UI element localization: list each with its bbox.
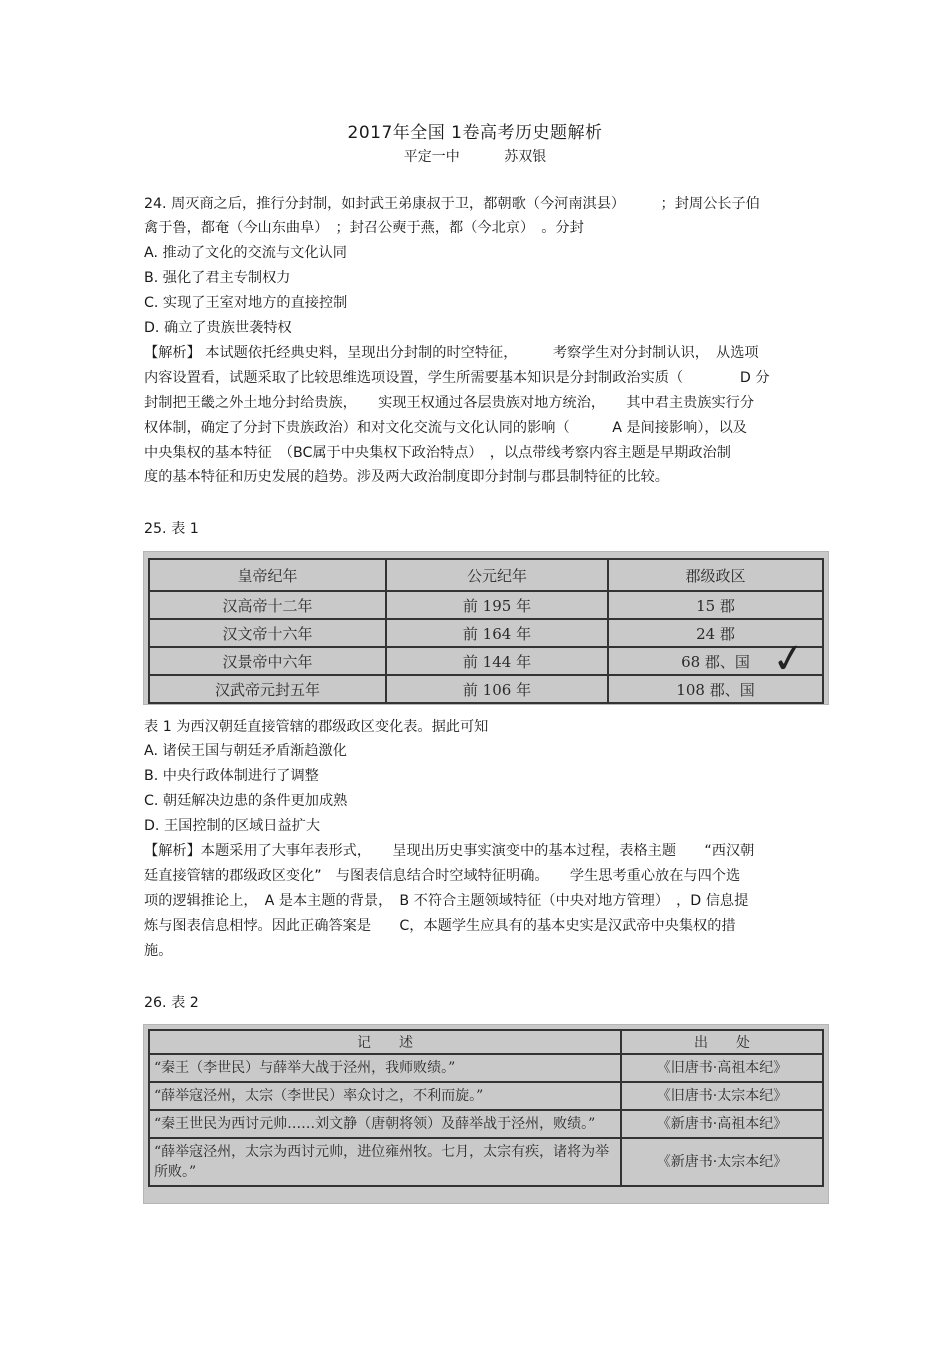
table-cell: 《新唐书·太宗本纪》 <box>621 1138 823 1186</box>
table-cell: 前 195 年 <box>386 591 608 619</box>
q24-option-d: D. 确立了贵族世袭特权 <box>144 320 292 336</box>
table-cell: “秦王世民为西讨元帅……刘文静（唐朝将领）及薛举战于泾州，败绩。” <box>149 1110 621 1138</box>
table-cell: “薛举寇泾州，太宗为西讨元帅，进位雍州牧。七月，太宗有疾，诸将为举所败。” <box>149 1138 621 1186</box>
handwritten-check-mark: ✓ <box>769 633 810 685</box>
table-cell: 108 郡、国 <box>608 675 823 703</box>
table-1-header: 公元纪年 <box>386 559 608 591</box>
q24-analysis-line: 中央集权的基本特征 （BC属于中央集权下政治特点） ，以点带线考察内容主题是早期政治制 <box>144 445 731 461</box>
q26-label: 26. 表 2 <box>144 995 199 1011</box>
table-cell: 汉高帝十二年 <box>149 591 386 619</box>
q24-analysis-line: 【解析】 本试题依托经典史料，呈现出分封制的时空特征， 考察学生对分封制认识， 从选项 <box>144 345 759 361</box>
table-1-header: 郡级政区 <box>608 559 823 591</box>
q24-line: 24. 周灭商之后，推行分封制，如封武王弟康叔于卫，都朝歌（今河南淇县） ；封周公长子伯 <box>144 196 760 212</box>
table-cell: “秦王（李世民）与薛举大战于泾州，我师败绩。” <box>149 1054 621 1082</box>
q25-stem: 表 1 为西汉朝廷直接管辖的郡级政区变化表。据此可知 <box>144 719 489 735</box>
table-cell: 汉武帝元封五年 <box>149 675 386 703</box>
q24-analysis-line: 度的基本特征和历史发展的趋势。涉及两大政治制度即分封制与郡县制特征的比较。 <box>144 469 669 485</box>
table-row <box>149 1138 823 1186</box>
q25-analysis-line: 施。 <box>144 943 173 959</box>
table-cell: 《新唐书·高祖本纪》 <box>621 1110 823 1138</box>
table-row <box>149 1110 823 1138</box>
table-row <box>149 1054 823 1082</box>
q25-analysis-line: 【解析】本题采用了大事年表形式， 呈现出历史事实演变中的基本过程，表格主题 “西汉朝 <box>144 843 755 859</box>
table-cell: 24 郡 <box>608 619 823 647</box>
table-1-scan <box>143 551 829 705</box>
table-cell: “薛举寇泾州，太宗（李世民）率众讨之，不利而旋。” <box>149 1082 621 1110</box>
q24-line: 禽于鲁，都奄（今山东曲阜） ；封召公奭于燕，都（今北京） 。分封 <box>144 220 584 236</box>
table-2 <box>148 1029 824 1187</box>
table-row <box>149 619 823 647</box>
table-cell: 15 郡 <box>608 591 823 619</box>
table-cell: 68 郡、国 <box>608 647 823 675</box>
document-title: 2017年全国 1卷高考历史题解析 <box>347 123 603 143</box>
table-2-scan <box>143 1024 829 1204</box>
table-row <box>149 1082 823 1110</box>
table-cell: 前 144 年 <box>386 647 608 675</box>
table-2-header: 出 处 <box>621 1030 823 1054</box>
table-cell: 《旧唐书·太宗本纪》 <box>621 1082 823 1110</box>
q24-option-c: C. 实现了王室对地方的直接控制 <box>144 295 348 311</box>
table-cell: 前 106 年 <box>386 675 608 703</box>
document-author: 平定一中 苏双银 <box>403 149 547 165</box>
q24-analysis-line: 封制把王畿之外土地分封给贵族， 实现王权通过各层贵族对地方统治， 其中君主贵族实行分 <box>144 395 755 411</box>
q24-option-a: A. 推动了文化的交流与文化认同 <box>144 245 347 261</box>
q25-analysis-line: 廷直接管辖的郡级政区变化” 与图表信息结合时空域特征明确。 学生思考重心放在与四个选 <box>144 868 741 884</box>
table-cell: 汉景帝中六年 <box>149 647 386 675</box>
table-cell: 《旧唐书·高祖本纪》 <box>621 1054 823 1082</box>
q25-option-c: C. 朝廷解决边患的条件更加成熟 <box>144 793 348 809</box>
table-2-header: 记 述 <box>149 1030 621 1054</box>
q25-option-a: A. 诸侯王国与朝廷矛盾渐趋激化 <box>144 743 347 759</box>
table-1 <box>148 558 824 704</box>
q24-option-b: B. 强化了君主专制权力 <box>144 270 291 286</box>
q25-option-b: B. 中央行政体制进行了调整 <box>144 768 319 784</box>
q25-analysis-line: 项的逻辑推论上， A 是本主题的背景， B 不符合主题领域特征（中央对地方管理） ，D 信息提 <box>144 893 749 909</box>
table-cell: 汉文帝十六年 <box>149 619 386 647</box>
table-row <box>149 647 823 675</box>
q25-label: 25. 表 1 <box>144 521 199 537</box>
table-cell: 前 164 年 <box>386 619 608 647</box>
table-row <box>149 675 823 703</box>
q25-analysis-line: 炼与图表信息相悖。因此正确答案是 C，本题学生应具有的基本史实是汉武帝中央集权的措 <box>144 918 736 934</box>
table-row <box>149 591 823 619</box>
table-1-header: 皇帝纪年 <box>149 559 386 591</box>
q24-analysis-line: 内容设置看，试题采取了比较思维选项设置，学生所需要基本知识是分封制政治实质（ D 分 <box>144 370 770 386</box>
q25-option-d: D. 王国控制的区域日益扩大 <box>144 818 321 834</box>
q24-analysis-line: 权体制，确定了分封下贵族政治）和对文化交流与文化认同的影响（ A 是间接影响），以及 <box>144 420 747 436</box>
